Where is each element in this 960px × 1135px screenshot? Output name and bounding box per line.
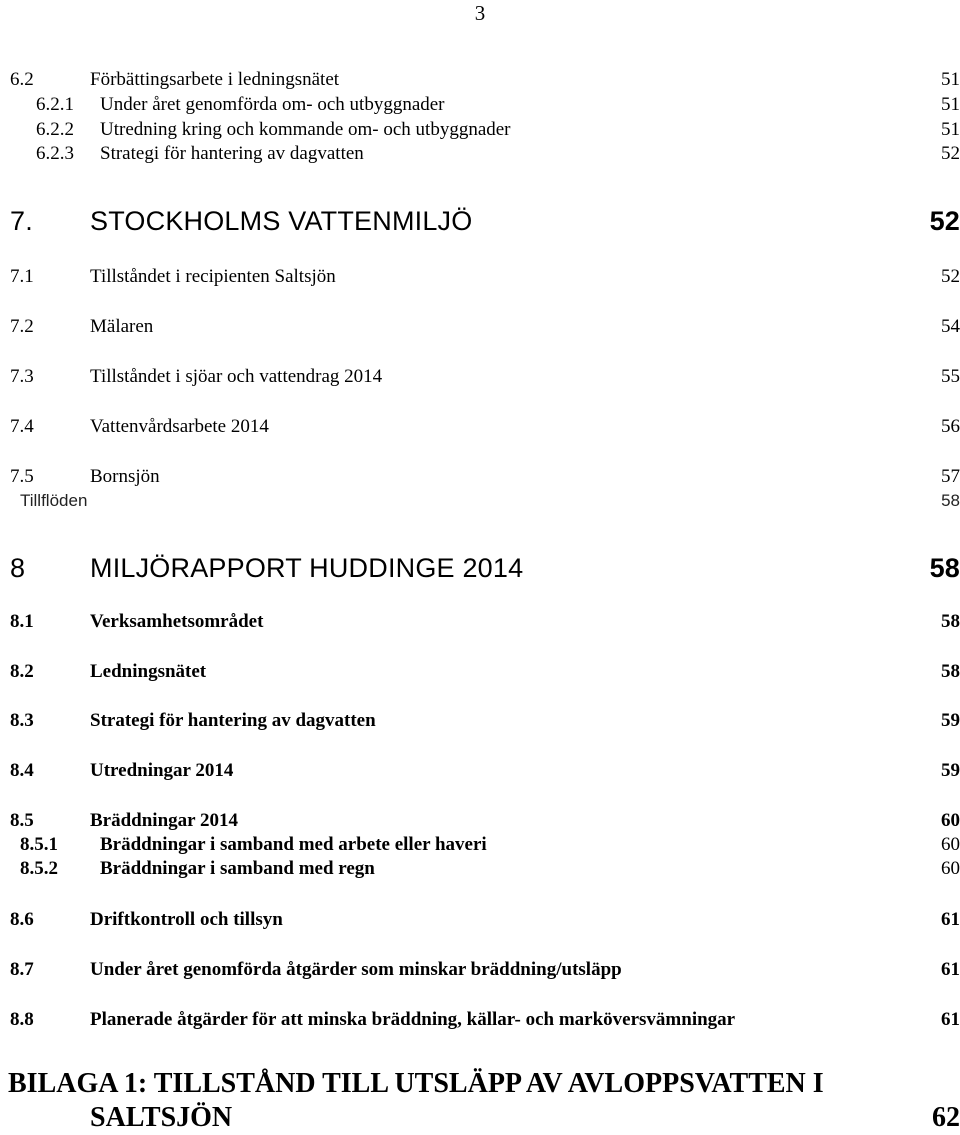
toc-entry-8-7[interactable] <box>0 958 960 988</box>
toc-number: 8 <box>10 553 26 583</box>
toc-page: 51 <box>941 119 960 140</box>
toc-page: 62 <box>932 1102 960 1133</box>
toc-number: 8.2 <box>10 661 34 682</box>
toc-page: 59 <box>941 760 960 781</box>
toc-page: 60 <box>941 858 960 879</box>
toc-title: Bräddningar i samband med regn <box>100 858 375 879</box>
toc-number: 8.5.1 <box>20 834 58 855</box>
toc-entry-6-2-3[interactable] <box>0 142 960 172</box>
toc-page: 57 <box>941 466 960 487</box>
toc-entry-7-4[interactable] <box>0 415 960 445</box>
toc-page: 51 <box>941 94 960 115</box>
toc-number: 7.5 <box>10 466 34 487</box>
toc-number: 8.5 <box>10 810 34 831</box>
toc-page: 61 <box>941 959 960 980</box>
toc-entry-7[interactable] <box>0 205 960 235</box>
toc-title: Bräddningar i samband med arbete eller haveri <box>100 834 487 855</box>
bilaga-title-line2: SALTSJÖN <box>90 1102 233 1133</box>
toc-number: 7. <box>10 206 33 236</box>
toc-title: STOCKHOLMS VATTENMILJÖ <box>90 206 473 236</box>
toc-title: Ledningsnätet <box>90 661 207 682</box>
toc-number: 8.5.2 <box>20 858 58 879</box>
toc-number: 7.2 <box>10 316 34 337</box>
toc-entry-bilaga-1[interactable] <box>0 1067 960 1135</box>
toc-title: Utredningar 2014 <box>90 760 234 781</box>
toc-number: 7.3 <box>10 366 34 387</box>
toc-title: Planerade åtgärder för att minska bräddning, källar- och marköversvämningar <box>90 1009 736 1030</box>
toc-number: 6.2.1 <box>36 94 74 115</box>
toc-title: MILJÖRAPPORT HUDDINGE 2014 <box>90 553 524 583</box>
toc-entry-7-1[interactable] <box>0 265 960 295</box>
toc-page: 60 <box>941 834 960 855</box>
toc-page: 54 <box>941 316 960 337</box>
toc-page: 61 <box>941 909 960 930</box>
toc-page: 61 <box>941 1009 960 1030</box>
toc-number: 7.1 <box>10 266 34 287</box>
toc-entry-tillfloden[interactable] <box>0 490 960 520</box>
toc-title: Under året genomförda om- och utbyggnader <box>100 94 445 115</box>
toc-number: 8.7 <box>10 959 34 980</box>
toc-number: 8.6 <box>10 909 34 930</box>
toc-entry-8-1[interactable] <box>0 610 960 640</box>
toc-page: 51 <box>941 69 960 90</box>
toc-number: 6.2.2 <box>36 119 74 140</box>
toc-number: 6.2.3 <box>36 143 74 164</box>
toc-title: Bornsjön <box>90 466 160 487</box>
toc-number: 7.4 <box>10 416 34 437</box>
toc-entry-8-5-2[interactable] <box>0 857 960 887</box>
bilaga-title-line1: BILAGA 1: TILLSTÅND TILL UTSLÄPP AV AVLOPPSVATTEN I <box>8 1068 824 1099</box>
toc-entry-8-4[interactable] <box>0 759 960 789</box>
toc-title: Tillflöden <box>20 491 88 510</box>
toc-number: 6.2 <box>10 69 34 90</box>
toc-title: Mälaren <box>90 316 154 337</box>
toc-title: Driftkontroll och tillsyn <box>90 909 283 930</box>
toc-entry-8-2[interactable] <box>0 660 960 690</box>
toc-page: 60 <box>941 810 960 831</box>
toc-title: Utredning kring och kommande om- och utbyggnader <box>100 119 511 140</box>
toc-page: 55 <box>941 366 960 387</box>
toc-title: Under året genomförda åtgärder som minskar bräddning/utsläpp <box>90 959 622 980</box>
toc-page: 58 <box>941 661 960 682</box>
toc-title: Tillståndet i sjöar och vattendrag 2014 <box>90 366 383 387</box>
toc-title: Strategi för hantering av dagvatten <box>100 143 364 164</box>
toc-entry-8[interactable] <box>0 552 960 582</box>
toc-title: Vattenvårdsarbete 2014 <box>90 416 269 437</box>
toc-title: Bräddningar 2014 <box>90 810 238 831</box>
toc-page: 59 <box>941 710 960 731</box>
toc-page: 58 <box>941 491 960 510</box>
toc-title: Tillståndet i recipienten Saltsjön <box>90 266 336 287</box>
toc-entry-7-2[interactable] <box>0 315 960 345</box>
toc-page: 52 <box>941 266 960 287</box>
toc-number: 8.8 <box>10 1009 34 1030</box>
toc-page: 56 <box>941 416 960 437</box>
toc-title: Verksamhetsområdet <box>90 611 264 632</box>
toc-title: Strategi för hantering av dagvatten <box>90 710 376 731</box>
toc-number: 8.3 <box>10 710 34 731</box>
toc-page: 58 <box>941 611 960 632</box>
toc-page: 52 <box>929 206 960 236</box>
page-number: 3 <box>474 1 486 25</box>
toc-title: Förbättingsarbete i ledningsnätet <box>90 69 340 90</box>
toc-entry-8-3[interactable] <box>0 709 960 739</box>
toc-page: 58 <box>929 553 960 583</box>
toc-number: 8.4 <box>10 760 34 781</box>
toc-page: 52 <box>941 143 960 164</box>
toc-number: 8.1 <box>10 611 34 632</box>
toc-entry-8-8[interactable] <box>0 1008 960 1038</box>
toc-entry-7-3[interactable] <box>0 365 960 395</box>
toc-entry-8-6[interactable] <box>0 908 960 938</box>
